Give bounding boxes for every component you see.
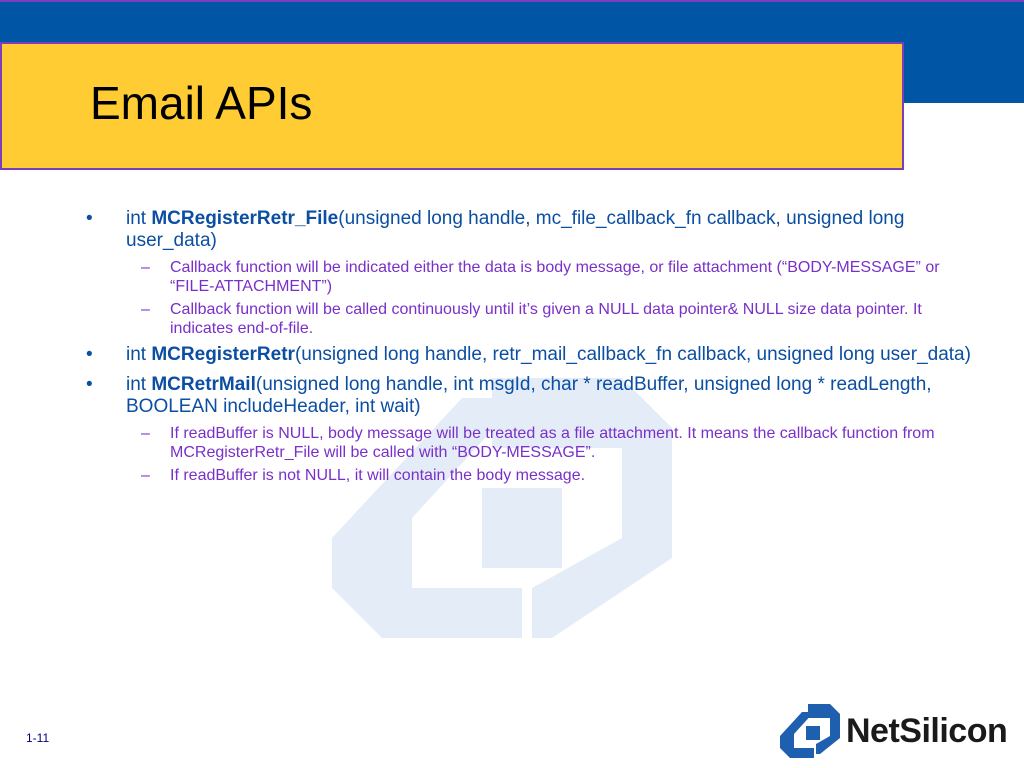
sub-item bbox=[86, 466, 986, 485]
bullet-item bbox=[86, 374, 986, 418]
bullet-item bbox=[86, 208, 986, 252]
function-name: MCRegisterRetr bbox=[151, 344, 295, 365]
dash-marker: – bbox=[141, 259, 150, 276]
dash-marker: – bbox=[141, 467, 150, 484]
sub-list bbox=[86, 424, 986, 485]
netsilicon-logo-icon bbox=[776, 700, 842, 762]
return-type: int bbox=[126, 208, 152, 229]
slide-title: Email APIs bbox=[90, 77, 313, 129]
return-type: int bbox=[126, 374, 152, 395]
title-box bbox=[0, 42, 904, 170]
bullet-marker: • bbox=[86, 374, 93, 395]
page-number: 1-11 bbox=[26, 731, 50, 745]
bullet-marker: • bbox=[86, 344, 93, 365]
sub-item-text: Callback function will be indicated either the data is body message, or file attachment (“BODY-MESSAGE” or “FILE-ATTACHMENT”) bbox=[170, 259, 940, 295]
bullet-marker: • bbox=[86, 208, 93, 229]
dash-marker: – bbox=[141, 301, 150, 318]
sub-item bbox=[86, 424, 986, 462]
sub-list bbox=[86, 258, 986, 338]
sub-item bbox=[86, 258, 986, 296]
logo-wordmark: NetSilicon bbox=[846, 712, 1008, 750]
dash-marker: – bbox=[141, 425, 150, 442]
sub-item-text: Callback function will be called continuously until it’s given a NULL data pointer& NULL size data pointer. It indicates end-of-file. bbox=[170, 301, 922, 337]
sub-item-text: If readBuffer is NULL, body message will be treated as a file attachment. It means the callback function from MCRegisterRetr_File will be called with “BODY-MESSAGE”. bbox=[170, 425, 935, 461]
function-name: MCRetrMail bbox=[151, 374, 256, 395]
netsilicon-logo bbox=[776, 700, 1020, 762]
return-type: int bbox=[126, 344, 152, 365]
sub-item-text: If readBuffer is not NULL, it will contain the body message. bbox=[170, 467, 586, 484]
function-signature: (unsigned long handle, retr_mail_callback_fn callback, unsigned long user_data) bbox=[294, 344, 971, 365]
function-name: MCRegisterRetr_File bbox=[151, 208, 339, 229]
function-signature: (unsigned long handle, mc_file_callback_fn callback, unsigned long user_data) bbox=[126, 208, 905, 251]
slide-content bbox=[86, 208, 986, 491]
bullet-item bbox=[86, 344, 986, 366]
sub-item bbox=[86, 300, 986, 338]
function-signature: (unsigned long handle, int msgId, char * readBuffer, unsigned long * readLength, BOOLEAN includeHeader, int wait) bbox=[126, 374, 932, 417]
